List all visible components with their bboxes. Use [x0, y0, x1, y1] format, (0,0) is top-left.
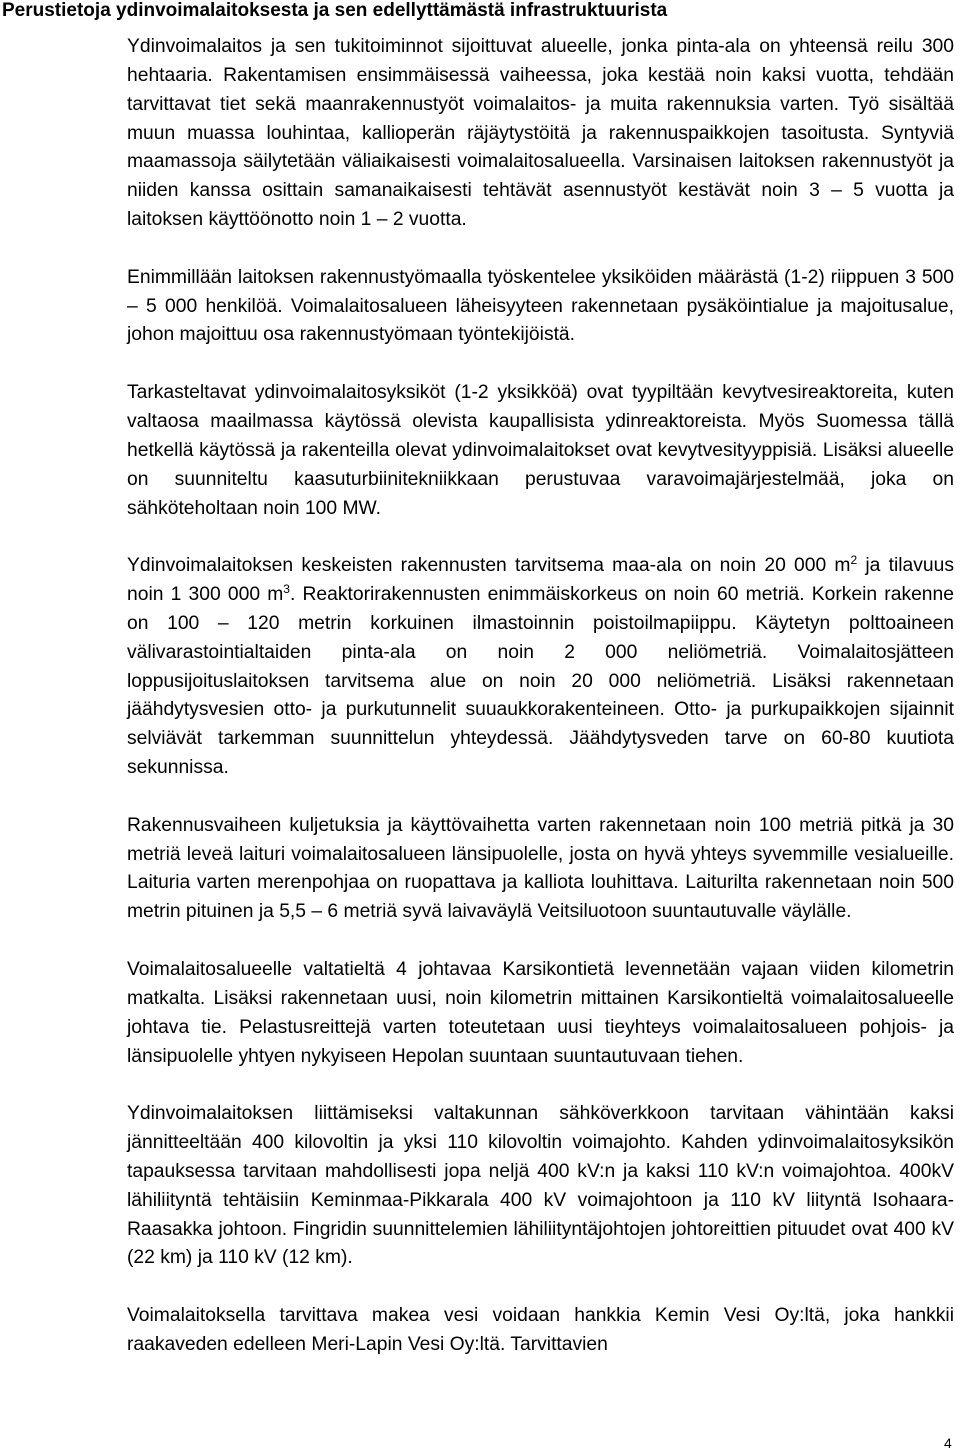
page-heading: Perustietoja ydinvoimalaitoksesta ja sen edellyttämästä infrastruktuurista	[2, 0, 668, 21]
paragraph-text: Voimalaitoksella tarvittava makea vesi voidaan hankkia Kemin Vesi Oy:ltä, joka hankkii raakaveden edelleen Meri-Lapin Vesi Oy:ltä. Tarvittavien	[127, 1305, 954, 1355]
paragraph-text: ja tilavuus noin 1 300 000 m	[127, 555, 954, 606]
paragraph-text: . Reaktorirakennusten enimmäiskorkeus on noin 60 metriä. Korkein rakenne on 100 – 120 metrin korkuinen ilmastoinnin poistoilmapiippu. Käytetyn polttoaineen välivarastointialtaiden pinta-ala on noin 2 000 neliömetriä. Voimalaitosjätteen loppusijoituslaitoksen tarvitsema alue on noin 20 000 neliömetriä. Lisäksi rakennetaan jäähdytysvesien otto- ja purkutunnelit suuaukkorakenteineen. Otto- ja purkupaikkojen sijainnit selviävät tarkemman suunnittelun yhteydessä. Jäähdytysveden tarve on 60-80 kuutiota sekunnissa.	[127, 584, 954, 779]
paragraph-text: Enimmillään laitoksen rakennustyömaalla työskentelee yksiköiden määrästä (1-2) riippuen 3 500 – 5 000 henkilöä. Voimalaitosalueen läheisyyteen rakennetaan pysäköintialue ja majoitusalue, johon majoittuu osa rakennustyömaan työntekijöistä.	[127, 266, 954, 346]
body-text	[127, 33, 954, 1360]
paragraph-text: Voimalaitosalueelle valtatieltä 4 johtavaa Karsikontietä levennetään vajaan viiden kilometrin matkalta. Lisäksi rakennetaan uusi, noin kilometrin mittainen Karsikontieltä voimalaitosalueelle johtava tie. Pelastusreittejä varten toteutetaan uusi tieyhteys voimalaitosalueen pohjois- ja länsipuolelle yhtyen nykyiseen Hepolan suuntaan suuntautuvaan tiehen.	[127, 959, 954, 1067]
paragraph-roads	[127, 956, 954, 1071]
paragraph-text: Tarkasteltavat ydinvoimalaitosyksiköt (1-2 yksikköä) ovat tyypiltään kevytvesireaktoreita, kuten valtaosa maailmassa käytössä olevista kaupallisista ydinreaktoreista. Myös Suomessa tällä hetkellä käytössä ja rakenteilla olevat ydinvoimalaitokset ovat kevytvesityyppisiä. Lisäksi alueelle on suunniteltu kaasuturbiinitekniikkaan perustuvaa varavoimajärjestelmää, joka on sähköteholtaan noin 100 MW.	[127, 382, 954, 519]
paragraph-site-and-construction	[127, 33, 954, 235]
paragraph-workforce	[127, 264, 954, 351]
paragraph-harbour	[127, 812, 954, 927]
paragraph-text: Ydinvoimalaitos ja sen tukitoiminnot sijoittuvat alueelle, jonka pinta-ala on yhteensä reilu 300 hehtaaria. Rakentamisen ensimmäisessä vaiheessa, joka kestää noin kaksi vuotta, tehdään tarvittavat tiet sekä maanrakennustyöt voimalaitos- ja muita rakennuksia varten. Työ sisältää muun muassa louhintaa, kallioperän räjäytystöitä ja rakennuspaikkojen tasoitusta. Syntyviä maamassoja säilytetään väliaikaisesti voimalaitosalueella. Varsinaisen laitoksen rakennustyöt ja niiden kanssa osittain samanaikaisesti tehtävät asennustyöt kestävät noin 3 – 5 vuotta ja laitoksen käyttöönotto noin 1 – 2 vuotta.	[127, 36, 954, 231]
paragraph-grid-connection	[127, 1100, 954, 1273]
paragraph-text: Rakennusvaiheen kuljetuksia ja käyttövaihetta varten rakennetaan noin 100 metriä pitkä ja 30 metriä leveä laituri voimalaitosalueen länsipuolelle, josta on hyvä yhteys syvemmille vesialueille. Laituria varten merenpohjaa on ruopattava ja kalliota louhittava. Laiturilta rakennetaan noin 500 metrin pituinen ja 5,5 – 6 metriä syvä laivaväylä Veitsiluotoon suuntautuvalle väylälle.	[127, 814, 954, 923]
paragraph-buildings	[127, 552, 954, 783]
paragraph-text: Ydinvoimalaitoksen keskeisten rakennusten tarvitsema maa-ala on noin 20 000 m	[127, 555, 851, 577]
paragraph-fresh-water	[127, 1302, 954, 1360]
superscript-3: 3	[283, 582, 290, 597]
paragraph-reactor-type	[127, 379, 954, 523]
paragraph-text: Ydinvoimalaitoksen liittämiseksi valtakunnan sähköverkkoon tarvitaan vähintään kaksi jännitteeltään 400 kilovoltin ja yksi 110 kilovoltin voimajohto. Kahden ydinvoimalaitosyksikön tapauksessa tarvitaan mahdollisesti jopa neljä 400 kV:n ja kaksi 110 kV:n voimajohtoa. 400kV lähiliityntä tehtäisiin Keminmaa-Pikkarala 400 kV voimajohtoon ja 110 kV liityntä Isohaara-Raasakka johtoon. Fingridin suunnittelemien lähiliityntäjohtojen johtoreittien pituudet ovat 400 kV (22 km) ja 110 kV (12 km).	[127, 1103, 954, 1269]
page-number: 4	[944, 1435, 952, 1451]
superscript-2: 2	[850, 553, 858, 568]
